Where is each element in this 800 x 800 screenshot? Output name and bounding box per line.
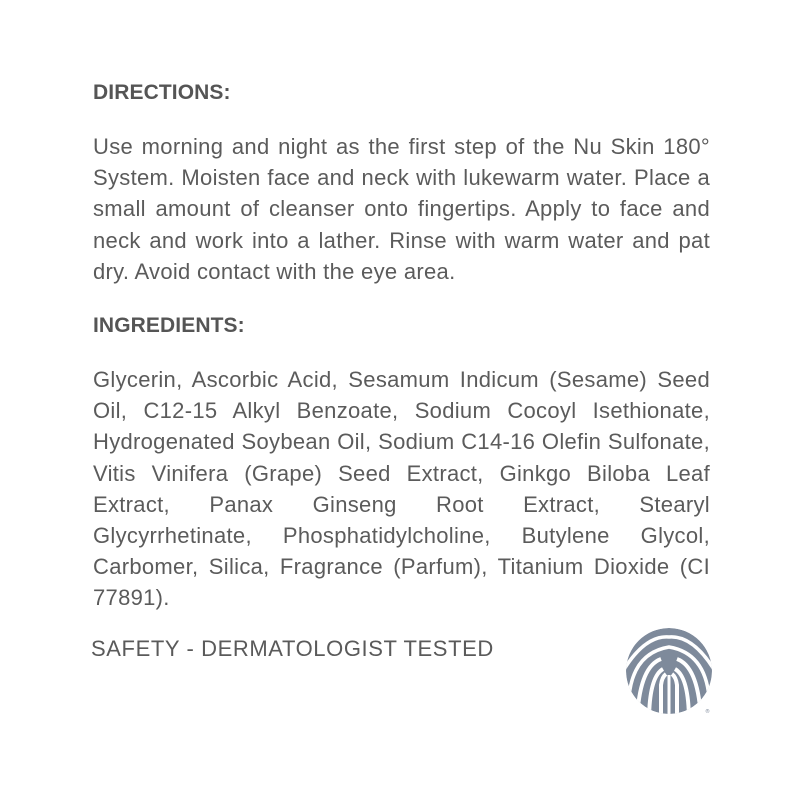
ingredients-heading: INGREDIENTS: xyxy=(93,314,245,337)
svg-text:®: ® xyxy=(705,709,710,715)
safety-label: SAFETY - DERMATOLOGIST TESTED xyxy=(91,636,494,661)
nu-skin-logo-icon xyxy=(625,627,713,715)
directions-text: Use morning and night as the first step of the Nu Skin 180° System. Moisten face and neck with lukewarm water. Place a small amount of cleanser onto fingertips. Apply to face and neck and work into a lather. Rinse with warm water and pat dry. Avoid contact with the eye area. xyxy=(93,134,710,284)
ingredients-text: Glycerin, Ascorbic Acid, Sesamum Indicum (Sesame) Seed Oil, C12-15 Alkyl Benzoate, Sodium Cocoyl Isethionate, Hydrogenated Soybean Oil, Sodium C14-16 Olefin Sulfonate, Vitis Vinifera (Grape) Seed Extract, Ginkgo Biloba Leaf Extract, Panax Ginseng Root Extract, Stearyl Glycyrrhetinate, Phosphatidylcholine, Butylene Glycol, Carbomer, Silica, Fragrance (Parfum), Titanium Dioxide (CI 77891). xyxy=(93,367,710,611)
directions-heading: DIRECTIONS: xyxy=(93,81,231,104)
